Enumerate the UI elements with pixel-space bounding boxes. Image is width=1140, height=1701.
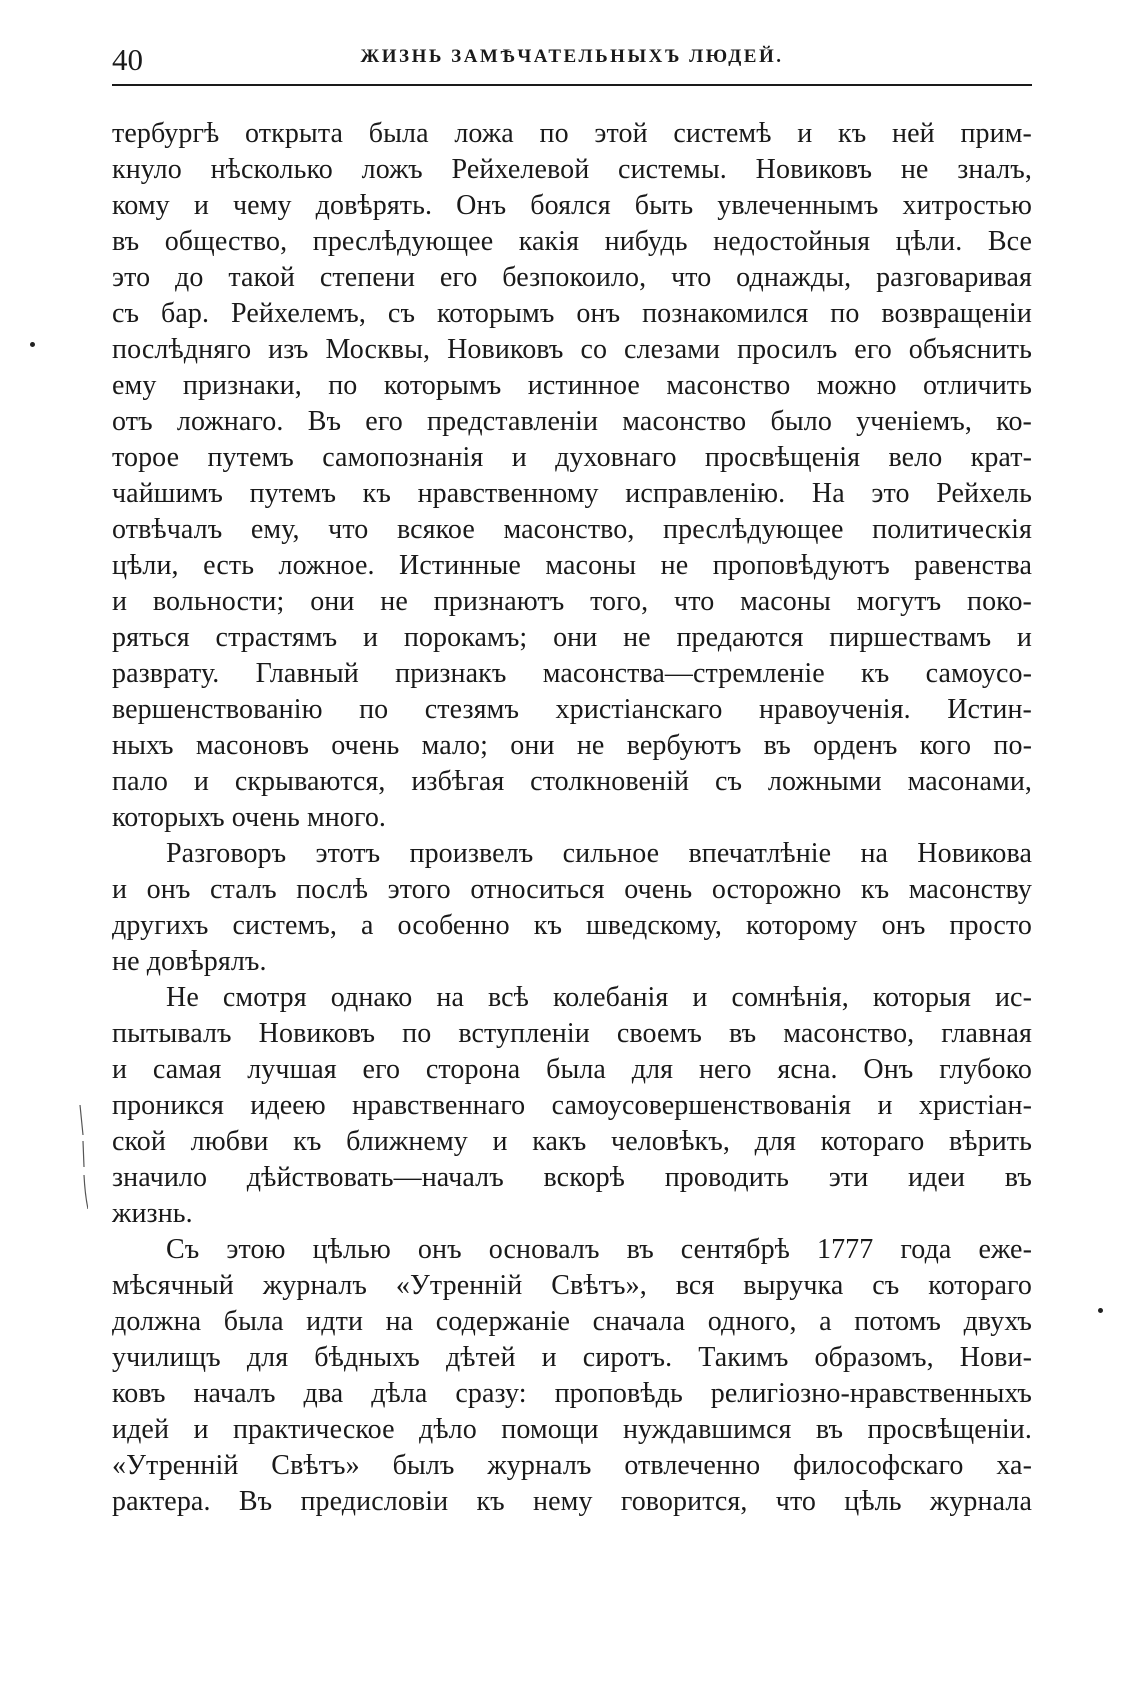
text-line: это до такой степени его безпокоило, что однажды, разговаривая — [112, 262, 1032, 293]
text-line: и онъ сталъ послѣ этого относиться очень осторожно къ масонству — [112, 874, 1032, 905]
margin-dot — [1098, 1308, 1103, 1313]
text-line: значило дѣйствовать—началъ вскорѣ проводить эти идеи въ — [112, 1162, 1032, 1193]
text-line: вершенствованію по стезямъ христіанскаго нравоученія. Истин- — [112, 694, 1032, 725]
text-line: Съ этою цѣлью онъ основалъ въ сентябрѣ 1777 года еже- — [166, 1234, 1032, 1265]
text-line: жизнь. — [112, 1198, 193, 1229]
text-line: не довѣрялъ. — [112, 946, 267, 977]
text-line: отъ ложнаго. Въ его представленіи масонство было ученіемъ, ко- — [112, 406, 1032, 437]
paragraph — [112, 1232, 1032, 1520]
text-line: ныхъ масоновъ очень мало; они не вербуютъ въ орденъ кого по- — [112, 730, 1032, 761]
running-title: ЖИЗНЬ ЗАМѢЧАТЕЛЬНЫХЪ ЛЮДЕЙ. — [360, 46, 784, 67]
text-line: тербургѣ открыта была ложа по этой системѣ и къ ней прим- — [112, 118, 1032, 149]
text-line: пытывалъ Новиковъ по вступленіи своемъ въ масонство, главная — [112, 1018, 1032, 1049]
text-line: другихъ системъ, а особенно къ шведскому, которому онъ просто — [112, 910, 1032, 941]
text-line: торое путемъ самопознанія и духовнаго просвѣщенія вело крат- — [112, 442, 1032, 473]
text-line: кому и чему довѣрять. Онъ боялся быть увлеченнымъ хитростью — [112, 190, 1032, 221]
text-line: ковъ началъ два дѣла сразу: проповѣдь религіозно-нравственныхъ — [112, 1378, 1032, 1409]
text-line: кнуло нѣсколько ложъ Рейхелевой системы. Новиковъ не зналъ, — [112, 154, 1032, 185]
text-line: и самая лучшая его сторона была для него ясна. Онъ глубоко — [112, 1054, 1032, 1085]
text-line: отвѣчалъ ему, что всякое масонство, преслѣдующее политическія — [112, 514, 1032, 545]
margin-pencil-mark — [78, 1105, 88, 1209]
text-line: послѣдняго изъ Москвы, Новиковъ со слезами просилъ его объяснить — [112, 334, 1032, 365]
text-line: разврату. Главный признакъ масонства—стремленіе къ самоусо- — [112, 658, 1032, 689]
book-page — [112, 40, 1032, 1520]
paragraph — [112, 980, 1032, 1232]
text-line: идей и практическое дѣло помощи нуждавшимся въ просвѣщеніи. — [112, 1414, 1032, 1445]
body-text — [112, 116, 1032, 1520]
paragraph — [112, 836, 1032, 980]
paragraph — [112, 116, 1032, 836]
text-line: которыхъ очень много. — [112, 802, 387, 833]
text-line: Не смотря однако на всѣ колебанія и сомнѣнія, которыя ис- — [166, 982, 1032, 1013]
text-line: «Утренній Свѣтъ» былъ журналъ отвлеченно философскаго ха- — [112, 1450, 1032, 1481]
running-header — [112, 40, 1032, 86]
margin-dot — [30, 342, 35, 347]
text-line: ской любви къ ближнему и какъ человѣкъ, для котораго вѣрить — [112, 1126, 1032, 1157]
text-line: рактера. Въ предисловіи къ нему говорится, что цѣль журнала — [112, 1486, 1032, 1517]
text-line: Разговоръ этотъ произвелъ сильное впечатлѣніе на Новикова — [166, 838, 1032, 869]
text-line: проникся идеею нравственнаго самоусовершенствованія и христіан- — [112, 1090, 1032, 1121]
text-line: училищъ для бѣдныхъ дѣтей и сиротъ. Такимъ образомъ, Нови- — [112, 1342, 1032, 1373]
page-number: 40 — [112, 42, 143, 77]
text-line: въ общество, преслѣдующее какія нибудь недостойныя цѣли. Все — [112, 226, 1032, 257]
text-line: съ бар. Рейхелемъ, съ которымъ онъ познакомился по возвращеніи — [112, 298, 1032, 329]
text-line: пало и скрываются, избѣгая столкновеній съ ложными масонами, — [112, 766, 1032, 797]
text-line: чайшимъ путемъ къ нравственному исправленію. На это Рейхель — [112, 478, 1032, 509]
text-line: и вольности; они не признаютъ того, что масоны могутъ поко- — [112, 586, 1032, 617]
text-line: цѣли, есть ложное. Истинные масоны не проповѣдуютъ равенства — [112, 550, 1032, 581]
text-line: ему признаки, по которымъ истинное масонство можно отличить — [112, 370, 1032, 401]
text-line: мѣсячный журналъ «Утренній Свѣтъ», вся выручка съ котораго — [112, 1270, 1032, 1301]
text-line: ряться страстямъ и порокамъ; они не предаются пиршествамъ и — [112, 622, 1032, 653]
text-line: должна была идти на содержаніе сначала одного, а потомъ двухъ — [112, 1306, 1032, 1337]
